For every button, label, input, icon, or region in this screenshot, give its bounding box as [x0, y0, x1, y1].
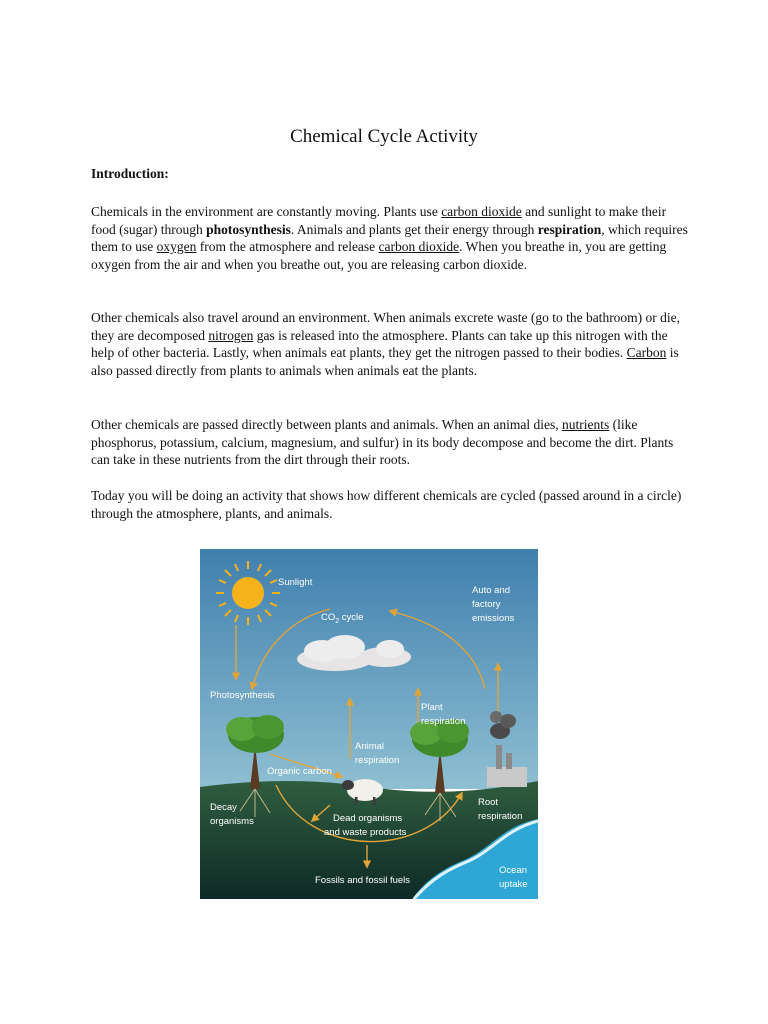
label-dead-organisms-1: Dead organisms — [333, 813, 403, 824]
label-decay-2: organisms — [210, 816, 254, 827]
label-photosynthesis: Photosynthesis — [210, 690, 275, 701]
label-co2-cycle: $CO_2$ cycle — [321, 612, 364, 625]
term-photosynthesis: photosynthesis — [206, 221, 291, 237]
term-carbon-dioxide-2: carbon dioxide — [378, 239, 460, 255]
introduction-heading: Introduction: — [91, 166, 169, 181]
page-title: Chemical Cycle Activity — [290, 126, 478, 147]
term-carbon-dioxide: carbon dioxide — [441, 204, 522, 219]
label-auto-emissions-2: factory — [472, 599, 501, 610]
label-animal-respiration-1: Animal — [355, 741, 385, 752]
label-dead-organisms-2: and waste products — [324, 827, 407, 838]
paragraph-photosynthesis: Chemicals in the environment are constantly moving. Plants use carbon dioxide and sunlight to make their food (sugar) through photosynthesis. Animals and plants get their energy through respiration, which requires them to use oxygen from the atmosphere and release carbon dioxide. When you breathe in, you are getting oxygen from the air and when you breathe out, you are releasing carbon dioxide. — [91, 204, 688, 272]
carbon-cycle-diagram — [200, 549, 538, 899]
label-auto-emissions-1: Auto and — [472, 585, 511, 596]
paragraph-activity: Today you will be doing an activity that shows how different chemicals are cycled (passed around in a circle) through the atmosphere, plants, and animals. — [91, 488, 682, 521]
paragraph-nitrogen: Other chemicals also travel around an environment. When animals excrete waste (go to the bathroom) or die, they are decomposed nitrogen gas is released into the atmosphere. Plants can take up this nitrogen with the help of other bacteria. Lastly, when animals eat plants, they get the nitrogen passed to their bodies. Carbon is also passed directly from plants to animals when animals eat the plants. — [91, 310, 681, 378]
term-nitrogen: nitrogen — [208, 327, 254, 343]
label-auto-emissions-3: emissions — [472, 613, 515, 624]
label-plant-respiration-1: Plant — [421, 702, 443, 713]
label-root-respiration-1: Root — [478, 797, 499, 808]
paragraph-nutrients: Other chemicals are passed directly between plants and animals. When an animal dies, nutrients (like phosphorus, potassium, calcium, magnesium, and sulfur) in its body decompose and become the dirt. Plants can take in these nutrients from the dirt through their roots. — [91, 417, 674, 468]
label-ocean-uptake-2: uptake — [499, 879, 528, 890]
label-sunlight: Sunlight — [278, 577, 313, 588]
label-decay-1: Decay — [210, 802, 237, 813]
label-root-respiration-2: respiration — [478, 811, 523, 822]
label-ocean-uptake-1: Ocean — [499, 865, 527, 876]
label-plant-respiration-2: respiration — [421, 716, 466, 727]
label-animal-respiration-2: respiration — [355, 755, 400, 766]
term-oxygen: oxygen — [156, 239, 197, 255]
term-carbon: Carbon — [626, 345, 667, 361]
label-fossils: Fossils and fossil fuels — [315, 875, 411, 886]
term-nutrients: nutrients — [561, 417, 610, 432]
term-respiration: respiration — [537, 221, 602, 237]
label-organic-carbon: Organic carbon — [267, 766, 332, 777]
